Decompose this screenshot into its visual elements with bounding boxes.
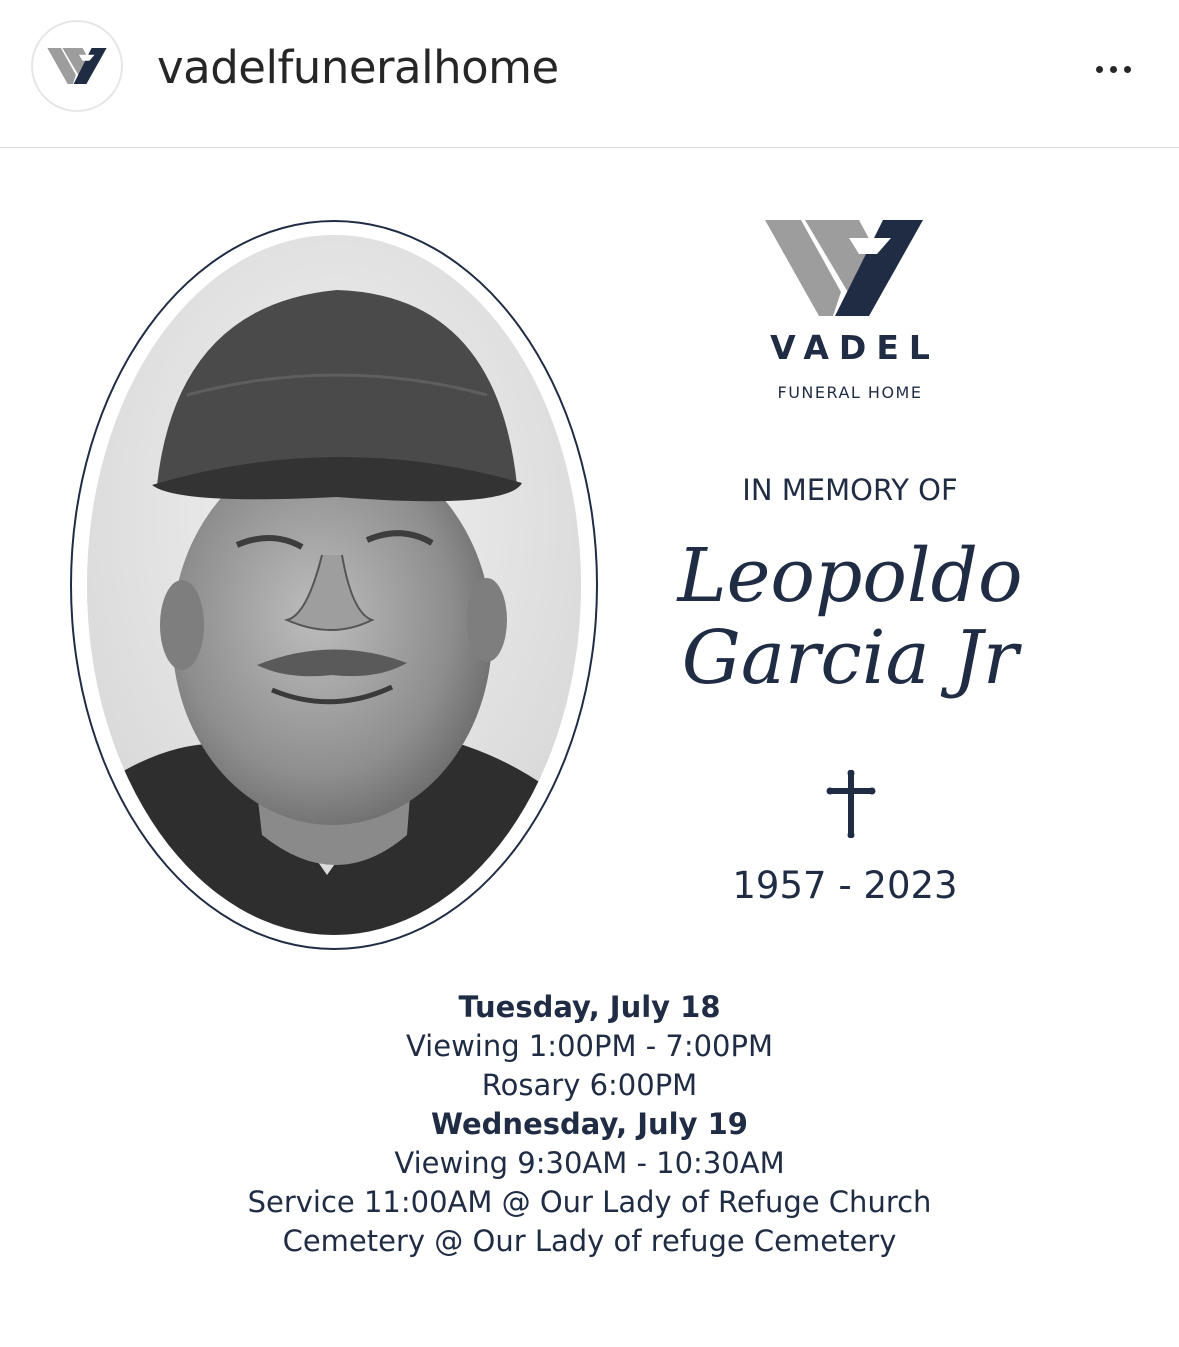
deceased-name <box>640 535 1060 699</box>
memorial-photo <box>87 235 581 935</box>
schedule-item: Service 11:00AM @ Our Lady of Refuge Church <box>247 1185 932 1219</box>
vadel-logo-icon <box>46 48 108 84</box>
dot <box>1110 66 1117 73</box>
schedule-day: Wednesday, July 19 <box>431 1107 748 1141</box>
name-line-first: Leopoldo <box>677 533 1023 619</box>
brand-subtitle: FUNERAL HOME <box>777 383 923 402</box>
schedule-item: Rosary 6:00PM <box>481 1068 698 1102</box>
vadel-logo <box>765 220 923 316</box>
more-options-icon[interactable] <box>1083 52 1143 86</box>
schedule-item: Cemetery @ Our Lady of refuge Cemetery <box>282 1224 897 1258</box>
cross-icon <box>826 770 876 838</box>
name-line-last: Garcia Jr <box>681 615 1019 701</box>
schedule-day: Tuesday, July 18 <box>458 990 721 1024</box>
profile-avatar[interactable] <box>31 20 123 112</box>
schedule-item: Viewing 1:00PM - 7:00PM <box>405 1029 774 1063</box>
dot <box>1124 66 1131 73</box>
post-header <box>0 0 1179 148</box>
memory-label: IN MEMORY OF <box>742 473 958 507</box>
dot <box>1096 66 1103 73</box>
service-schedule <box>0 988 1179 1261</box>
schedule-item: Viewing 9:30AM - 10:30AM <box>394 1146 785 1180</box>
brand-name: VADEL <box>770 328 940 367</box>
life-years: 1957 - 2023 <box>732 864 958 907</box>
username[interactable]: vadelfuneralhome <box>157 41 559 94</box>
